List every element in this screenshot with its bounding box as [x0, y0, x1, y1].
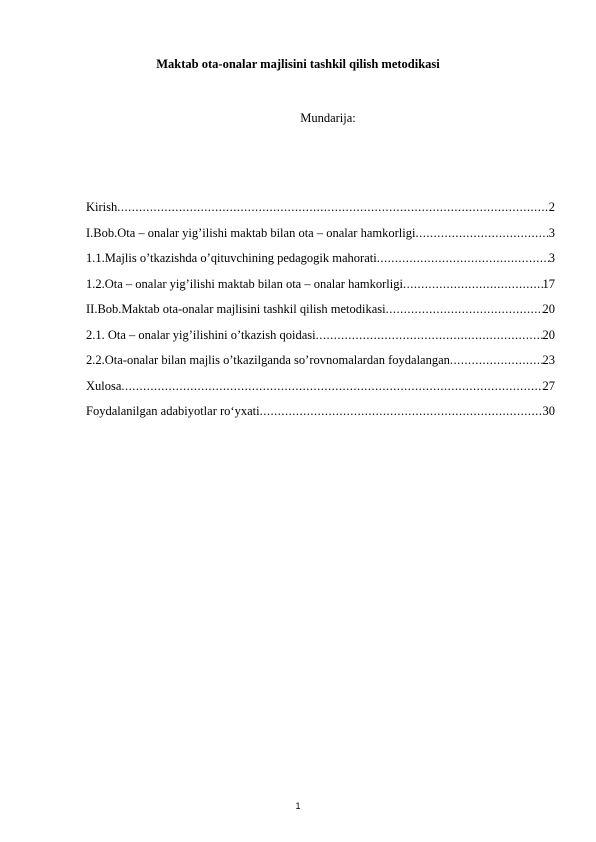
toc-entry-page: 27	[542, 378, 555, 393]
toc-dot-leader	[403, 277, 543, 292]
table-of-contents	[86, 200, 555, 430]
toc-entry-text: 2.1. Ota – onalar yig’ilishini o’tkazish qoidasi	[86, 327, 316, 342]
toc-entry-text: 1.1.Majlis o’tkazishda o’qituvchining pedagogik mahorati	[86, 251, 377, 265]
toc-entry-page: 3	[548, 225, 555, 240]
toc-entry-section-2-2[interactable]	[86, 353, 555, 379]
toc-entry-xulosa[interactable]	[86, 379, 555, 405]
toc-entry-chapter-1[interactable]	[86, 226, 555, 252]
toc-entry-section-1-2[interactable]	[86, 277, 555, 303]
toc-dot-leader	[316, 328, 543, 343]
toc-entry-section-2-1[interactable]	[86, 328, 555, 354]
toc-entry-section-1-1[interactable]	[86, 251, 555, 277]
toc-entry-text: Foydalanilgan adabiyotlar ro‘yxati	[86, 404, 260, 418]
toc-entry-page: 17	[542, 276, 555, 291]
toc-entry-text: Xulosa	[86, 378, 122, 393]
toc-entry-text: 2.2.Ota-onalar bilan majlis o’tkazilganda so’rovnomalardan foydalangan	[86, 353, 450, 367]
toc-entry-text: Kirish	[86, 200, 118, 214]
toc-entry-references[interactable]	[86, 404, 555, 430]
document-title: Maktab ota-onalar majlisini tashkil qilish metodikasi	[156, 57, 440, 71]
toc-dot-leader	[450, 353, 543, 368]
page-number: 1	[295, 801, 301, 811]
toc-entry-text: I.Bob.Ota – onalar yig’ilishi maktab bilan ota – onalar hamkorligi	[86, 225, 416, 240]
toc-dot-leader	[386, 302, 543, 317]
toc-dot-leader	[121, 379, 542, 394]
toc-entry-page: 20	[542, 327, 555, 342]
toc-entry-chapter-2[interactable]	[86, 302, 555, 328]
toc-entry-page: 3	[548, 251, 555, 265]
toc-entry-text: II.Bob.Maktab ota-onalar majlisini tashkil qilish metodikasi	[86, 302, 386, 316]
toc-entry-text: 1.2.Ota – onalar yig’ilishi maktab bilan ota – onalar hamkorligi	[86, 276, 403, 291]
toc-dot-leader	[117, 200, 549, 215]
toc-dot-leader	[377, 251, 549, 266]
toc-entry-page: 2	[548, 200, 555, 214]
toc-entry-page: 20	[542, 302, 555, 316]
toc-entry-kirish[interactable]	[86, 200, 555, 226]
toc-heading: Mundarija:	[300, 111, 356, 125]
toc-dot-leader	[415, 226, 548, 241]
toc-entry-page: 30	[542, 404, 555, 418]
toc-dot-leader	[260, 404, 543, 419]
toc-entry-page: 23	[542, 353, 555, 367]
